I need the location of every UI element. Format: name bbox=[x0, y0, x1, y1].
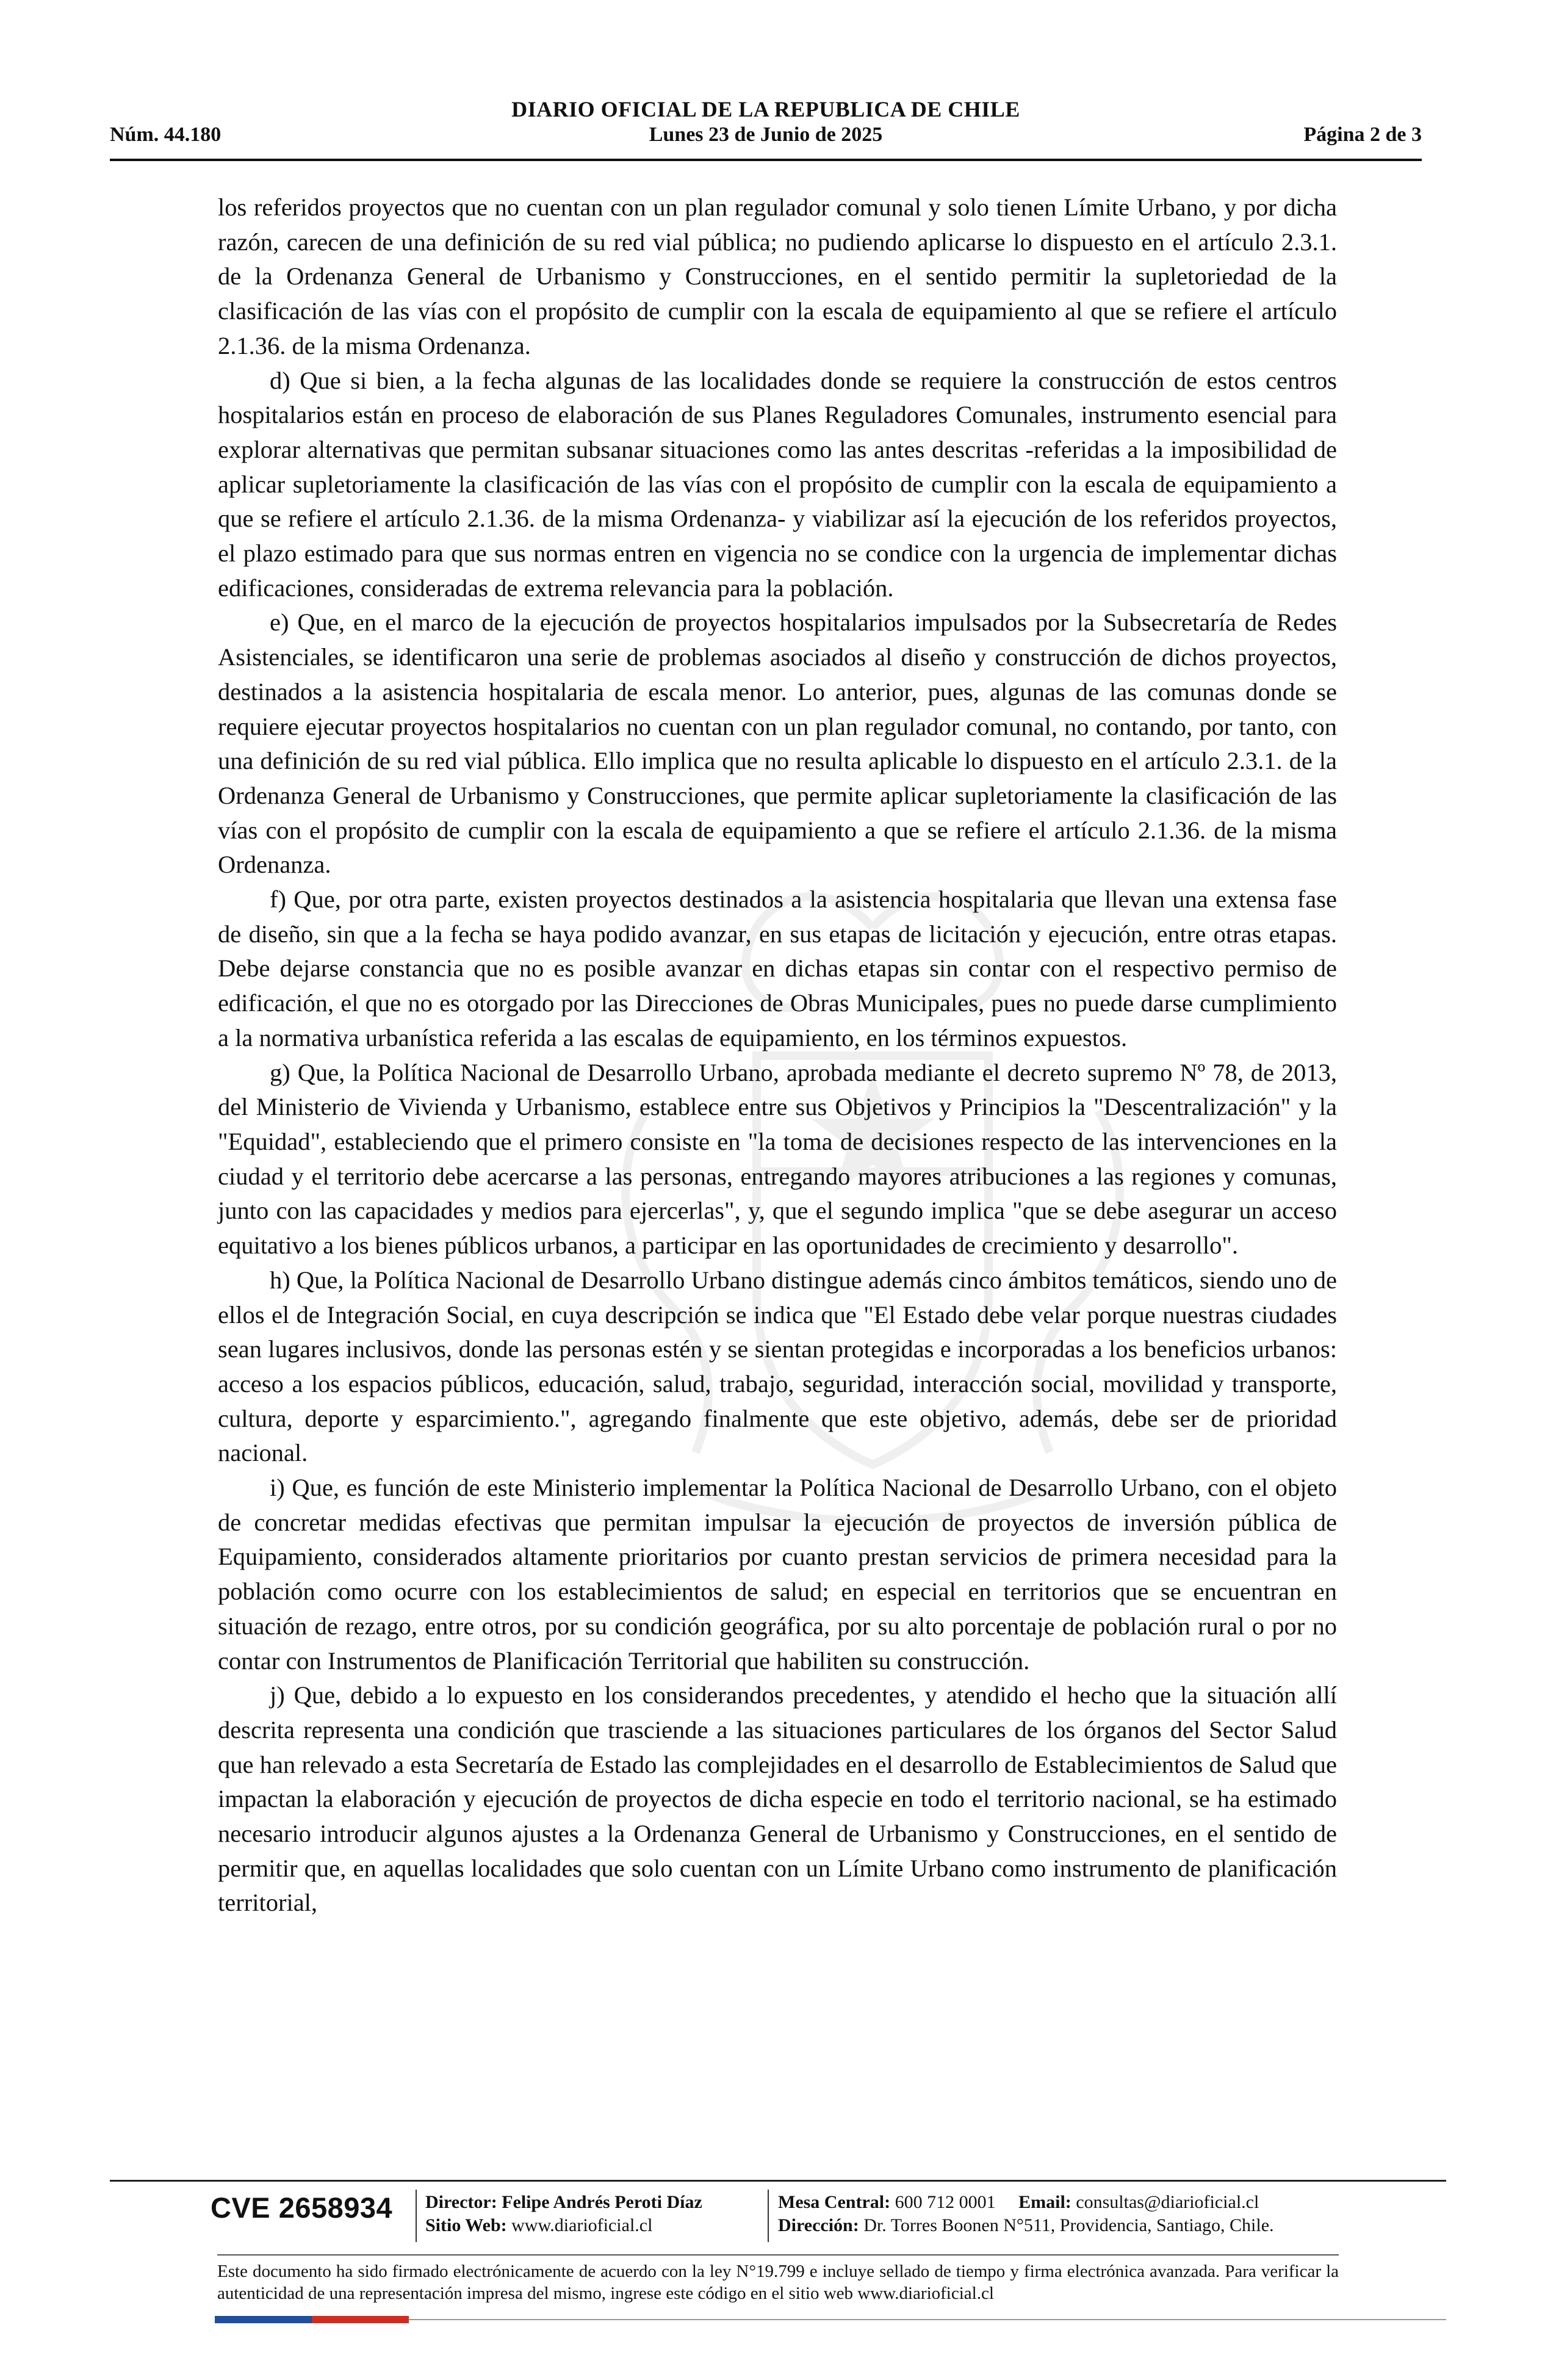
flag-red-segment bbox=[312, 2316, 409, 2323]
address-line bbox=[778, 2214, 1274, 2237]
director-label: Director: bbox=[425, 2192, 497, 2212]
journal-title: DIARIO OFICIAL DE LA REPUBLICA DE CHILE bbox=[511, 97, 1020, 121]
address-value: Dr. Torres Boonen N°511, Providencia, Santiago, Chile. bbox=[863, 2215, 1274, 2235]
contact-line bbox=[778, 2191, 1274, 2214]
director-line bbox=[425, 2191, 702, 2214]
flag-blue-segment bbox=[215, 2316, 312, 2323]
paragraph-continuation: los referidos proyectos que no cuentan con un plan regulador comunal y solo tienen Límite Urbano, y por dicha razón, carecen de una definición de su red vial pública; no pudiendo aplicarse lo dispuesto en el artículo 2.3.1. de la Ordenanza General de Urbanismo y Construcciones, en el sentido permitir la supletoriedad de la clasificación de las vías con el propósito de cumplir con la escala de equipamiento al que se refiere el artículo 2.1.36. de la misma Ordenanza. bbox=[218, 193, 1337, 359]
paragraph-d: d) Que si bien, a la fecha algunas de las localidades donde se requiere la construcción de estos centros hospitalarios están en proceso de elaboración de sus Planes Reguladores Comunales, instrumento esencial para explorar alternativas que permitan subsanar situaciones como las antes descritas -referidas a la imposibilidad de aplicar supletoriamente la clasificación de las vías con el propósito de cumplir con la escala de equipamiento a que se refiere el artículo 2.1.36. de la misma Ordenanza- y viabilizar así la ejecución de los referidos proyectos, el plazo estimado para que sus normas entren en vigencia no se condice con la urgencia de implementar dichas edificaciones, consideradas de extrema relevancia para la población. bbox=[218, 366, 1337, 602]
paragraph-g: g) Que, la Política Nacional de Desarrollo Urbano, aprobada mediante el decreto supremo Nº 78, de 2013, del Ministerio de Vivienda y Urbanismo, establece entre sus Objetivos y Principios la "Descentralización" y la "Equidad", estableciendo que el primero consiste en "la toma de decisiones respecto de las intervenciones en la ciudad y el territorio debe acercarse a las personas, entregando mayores atribuciones a las regiones y comunas, junto con las capacidades y medios para ejercerlas", y, que el segundo implica "que se debe asegurar un acceso equitativo a los bienes públicos urbanos, a participar en las oportunidades de crecimiento y desarrollo". bbox=[218, 1058, 1337, 1260]
page-header bbox=[110, 92, 1422, 161]
email-link[interactable]: consultas@diarioficial.cl bbox=[1076, 2192, 1259, 2212]
director-name: Felipe Andrés Peroti Díaz bbox=[502, 2192, 702, 2212]
footer-director-block bbox=[425, 2191, 702, 2237]
paragraph-e: e) Que, en el marco de la ejecución de proyectos hospitalarios impulsados por la Subsecretaría de Redes Asistenciales, se identificaron una serie de problemas asociados al diseño y construcción de dichos proyectos, destinados a la asistencia hospitalaria de escala menor. Lo anterior, pues, algunas de las comunas donde se requiere ejecutar proyectos hospitalarios no cuentan con un plan regulador comunal, no contando, por tanto, con una definición de su red vial pública. Ello implica que no resulta aplicable lo dispuesto en el artículo 2.3.1. de la Ordenanza General de Urbanismo y Construcciones, que permite aplicar supletoriamente la clasificación de las vías con el propósito de cumplir con la escala de equipamiento a que se refiere el artículo 2.1.36. de la misma Ordenanza. bbox=[218, 608, 1337, 879]
legal-notice: Este documento ha sido firmado electrónicamente de acuerdo con la ley N°19.799 e incluye sellado de tiempo y firma electrónica avanzada. Para verificar la autenticidad de una representación impresa del mismo, ingrese este código en el sitio web www.diarioficial.cl bbox=[217, 2262, 1339, 2303]
phone-label: Mesa Central: bbox=[778, 2192, 891, 2212]
address-label: Dirección: bbox=[778, 2215, 859, 2235]
page-number: Página 2 de 3 bbox=[1303, 123, 1422, 146]
footer-divider bbox=[110, 2180, 1446, 2182]
footer-contact-block bbox=[778, 2191, 1274, 2237]
website-link[interactable]: www.diarioficial.cl bbox=[511, 2215, 653, 2235]
paragraph-f: f) Que, por otra parte, existen proyectos destinados a la asistencia hospitalaria que llevan una extensa fase de diseño, sin que a la fecha se haya podido avanzar, en sus etapas de licitación y ejecución, entre otras etapas. Debe dejarse constancia que no es posible avanzar en dichas etapas sin contar con el respectivo permiso de edificación, el que no es otorgado por las Direcciones de Obras Municipales, pues no puede darse cumplimiento a la normativa urbanística referida a las escalas de equipamiento, en los términos expuestos. bbox=[218, 885, 1337, 1051]
website-line bbox=[425, 2214, 702, 2237]
issue-number: Núm. 44.180 bbox=[110, 123, 222, 146]
paragraph-h: h) Que, la Política Nacional de Desarrollo Urbano distingue además cinco ámbitos temáticos, siendo uno de ellos el de Integración Social, en cuya descripción se indica que "El Estado debe velar porque nuestras ciudades sean lugares inclusivos, donde las personas estén y se sientan protegidas e incorporadas a los beneficios urbanos: acceso a los espacios públicos, educación, salud, trabajo, seguridad, interacción social, movilidad y transporte, cultura, deporte y esparcimiento.", agregando finalmente que este objetivo, además, debe ser de prioridad nacional. bbox=[218, 1266, 1337, 1467]
footer-separator bbox=[768, 2190, 769, 2242]
email-label: Email: bbox=[1018, 2192, 1072, 2212]
paragraph-j: j) Que, debido a lo expuesto en los considerandos precedentes, y atendido el hecho que la situación allí descrita representa una condición que trasciende a las situaciones particulares de los órganos del Sector Salud que han relevado a esta Secretaría de Estado las complejidades en el desarrollo de Establecimientos de Salud que impactan la elaboración y ejecución de proyectos de dicha especie en todo el territorio nacional, se ha estimado necesario introducir algunos ajustes a la Ordenanza General de Urbanismo y Construcciones, en el sentido de permitir que, en aquellas localidades que solo cuentan con un Límite Urbano como instrumento de planificación territorial, bbox=[218, 1681, 1337, 1917]
footer-divider bbox=[217, 2254, 1339, 2256]
paragraph-i: i) Que, es función de este Ministerio implementar la Política Nacional de Desarrollo Urbano, con el objeto de concretar medidas efectivas que permitan impulsar la ejecución de proyectos de inversión pública de Equipamiento, considerados altamente prioritarios por cuanto prestan servicios de primera necesidad para la población como ocurre con los establecimientos de salud; en especial en territorios que se encuentran en situación de rezago, entre otros, por su condición geográfica, por su alto porcentaje de población rural o por no contar con Instrumentos de Planificación Territorial que habiliten su construcción. bbox=[218, 1474, 1337, 1675]
website-label: Sitio Web: bbox=[425, 2215, 507, 2235]
chile-flag-stripe bbox=[215, 2316, 409, 2323]
document-body bbox=[218, 190, 1337, 1920]
phone-value: 600 712 0001 bbox=[895, 2192, 996, 2212]
footer-separator bbox=[416, 2190, 417, 2242]
footer-bottom-rule bbox=[409, 2319, 1446, 2320]
issue-date: Lunes 23 de Junio de 2025 bbox=[649, 123, 883, 146]
cve-code: CVE 2658934 bbox=[211, 2191, 393, 2224]
